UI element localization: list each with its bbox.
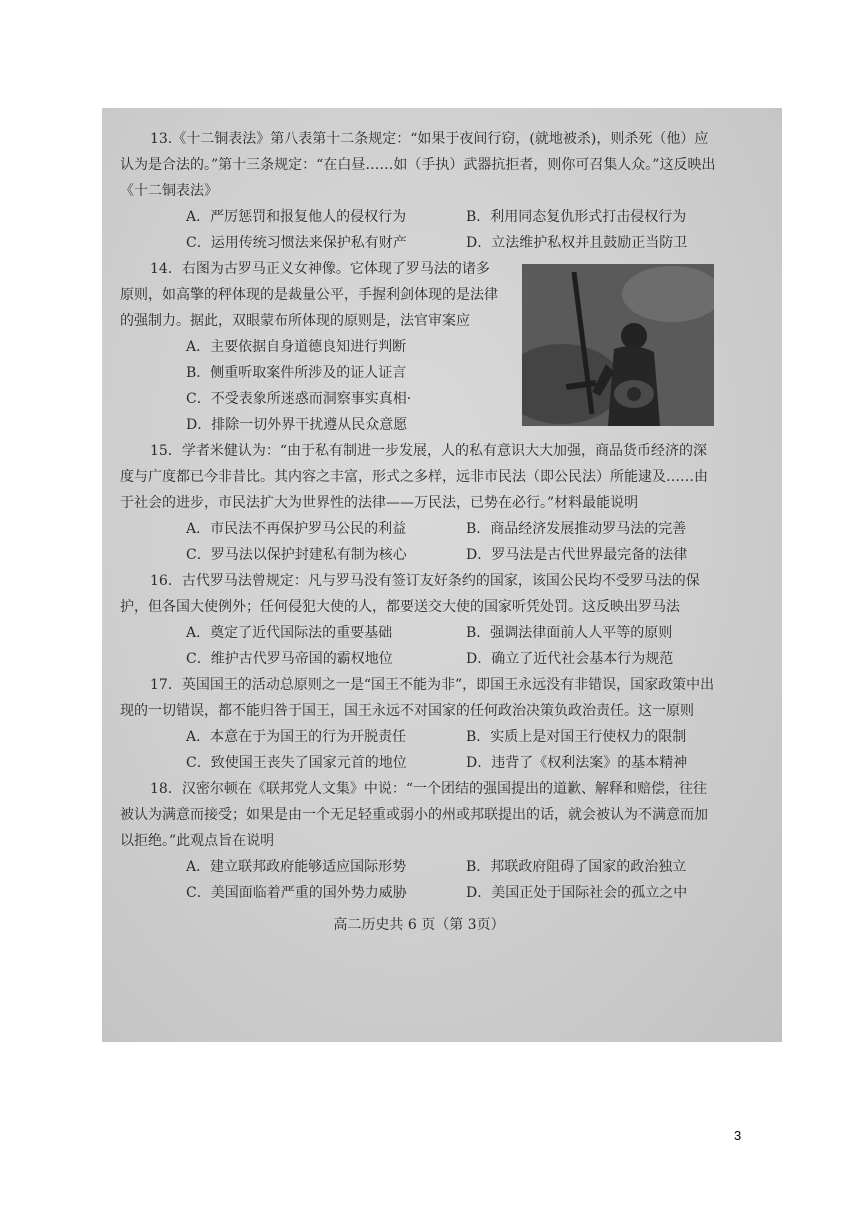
option-c: C．不受表象所迷惑而洞察事实真相· — [186, 391, 412, 407]
question-14 — [120, 256, 718, 438]
option-a: A．主要依据自身道德良知进行判断 — [186, 339, 407, 355]
option-d: D．罗马法是古代世界最完备的法律 — [466, 547, 688, 563]
question-15 — [120, 438, 718, 568]
question-stem: 17．英国国王的活动总原则之一是“国王不能为非”，即国王永远没有非错误，国家政策中出现的一切错误，都不能归咎于国王，国王永远不对国家的任何政治决策负政治责任。这一原则 — [120, 677, 715, 719]
options — [120, 204, 718, 256]
option-b: B．强调法律面前人人平等的原则 — [466, 625, 673, 641]
option-b: B．利用同态复仇形式打击侵权行为 — [466, 209, 687, 225]
question-stem: 18．汉密尔顿在《联邦党人文集》中说：“一个团结的强国提出的道歉、解释和赔偿，往往被认为满意而接受；如果是由一个无足轻重或弱小的州或邦联提出的话，就会被认为不满意而加以拒绝。”此观点旨在说明 — [120, 781, 708, 849]
justice-statue-image — [522, 264, 714, 426]
options — [120, 854, 718, 906]
options — [120, 516, 718, 568]
question-18 — [120, 776, 718, 906]
option-c: C．致使国王丧失了国家元首的地位 — [186, 755, 407, 771]
page-footer: 高二历史共 6 页（第 3页） — [333, 917, 505, 933]
option-d: D．美国正处于国际社会的孤立之中 — [466, 885, 688, 901]
option-d: D．违背了《权利法案》的基本精神 — [466, 755, 688, 771]
options — [120, 724, 718, 776]
option-b: B．侧重听取案件所涉及的证人证言 — [186, 365, 407, 381]
question-stem: 14．右图为古罗马正义女神像。它体现了罗马法的诸多原则，如高擎的秤体现的是裁量公平，手握利剑体现的是法律的强制力。据此，双眼蒙布所体现的原则是，法官审案应 — [120, 261, 498, 329]
page-number: 3 — [734, 1128, 742, 1143]
options — [120, 334, 526, 438]
option-a: A．建立联邦政府能够适应国际形势 — [186, 859, 407, 875]
option-c: C．运用传统习惯法来保护私有财产 — [186, 235, 407, 251]
option-a: A．严厉惩罚和报复他人的侵权行为 — [186, 209, 407, 225]
option-b: B．邦联政府阻碍了国家的政治独立 — [466, 859, 687, 875]
exam-content — [120, 126, 718, 938]
question-13 — [120, 126, 718, 256]
option-d: D．立法维护私权并且鼓励正当防卫 — [466, 235, 688, 251]
question-stem: 13.《十二铜表法》第八表第十二条规定：“如果于夜间行窃，(就地被杀)，则杀死（他）应认为是合法的。”第十三条规定：“在白昼……如（手执）武器抗拒者，则你可召集人众。”这反映出《十二铜表法》 — [120, 131, 716, 199]
option-a: A．奠定了近代国际法的重要基础 — [186, 625, 393, 641]
question-stem: 15．学者米健认为：“由于私有制进一步发展，人的私有意识大大加强，商品货币经济的深度与广度都已今非昔比。其内容之丰富，形式之多样，远非市民法（即公民法）所能逮及……由于社会的进步，市民法扩大为世界性的法律——万民法，已势在必行。”材料最能说明 — [120, 443, 708, 511]
option-c: C．维护古代罗马帝国的霸权地位 — [186, 651, 393, 667]
question-17 — [120, 672, 718, 776]
options — [120, 620, 718, 672]
option-c: C．美国面临着严重的国外势力威胁 — [186, 885, 407, 901]
question-stem: 16．古代罗马法曾规定：凡与罗马没有签订友好条约的国家，该国公民均不受罗马法的保护，但各国大使例外；任何侵犯大使的人，都要送交大使的国家听凭处罚。这反映出罗马法 — [120, 573, 700, 615]
option-d: D．确立了近代社会基本行为规范 — [466, 651, 674, 667]
option-b: B．实质上是对国王行使权力的限制 — [466, 729, 687, 745]
option-b: B．商品经济发展推动罗马法的完善 — [466, 521, 687, 537]
scanned-exam-page — [102, 108, 782, 1042]
option-a: A．市民法不再保护罗马公民的利益 — [186, 521, 407, 537]
option-c: C．罗马法以保护封建私有制为核心 — [186, 547, 407, 563]
option-a: A．本意在于为国王的行为开脱责任 — [186, 729, 407, 745]
option-d: D．排除一切外界干扰遵从民众意愿 — [186, 417, 408, 433]
question-16 — [120, 568, 718, 672]
